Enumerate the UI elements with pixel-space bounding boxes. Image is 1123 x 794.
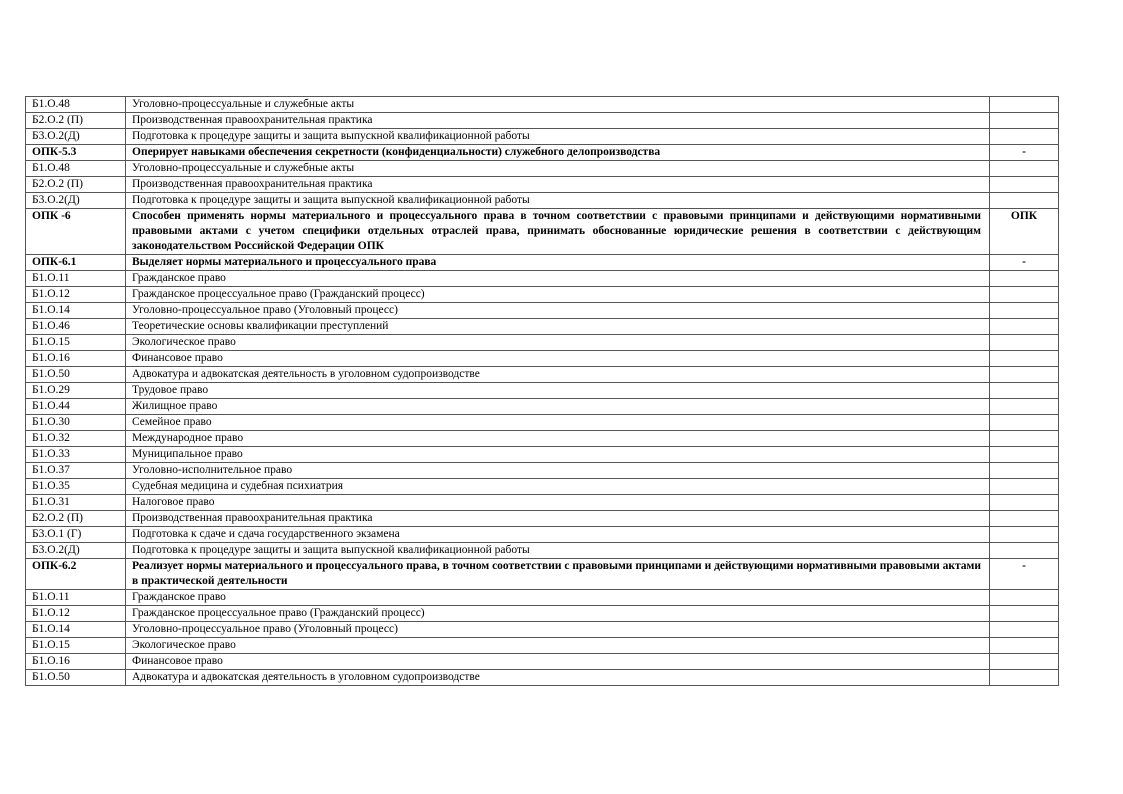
row-code: Б1.О.48	[26, 161, 126, 177]
row-code: Б3.О.2(Д)	[26, 129, 126, 145]
discipline-row	[26, 606, 1059, 622]
row-flag	[990, 97, 1059, 113]
discipline-row	[26, 670, 1059, 686]
row-name: Экологическое право	[126, 335, 990, 351]
row-code: Б1.О.11	[26, 590, 126, 606]
row-flag	[990, 590, 1059, 606]
row-flag	[990, 351, 1059, 367]
row-code: Б1.О.31	[26, 495, 126, 511]
discipline-row	[26, 399, 1059, 415]
row-name: Подготовка к процедуре защиты и защита выпускной квалификационной работы	[126, 193, 990, 209]
row-code: ОПК -6	[26, 209, 126, 255]
row-name: Реализует нормы материального и процессуального права, в точном соответствии с правовыми принципами и действующими нормативными правовыми актами в практической деятельности	[126, 559, 990, 590]
row-code: Б1.О.35	[26, 479, 126, 495]
row-flag	[990, 670, 1059, 686]
discipline-row	[26, 271, 1059, 287]
row-code: Б1.О.30	[26, 415, 126, 431]
row-code: Б2.О.2 (П)	[26, 511, 126, 527]
discipline-row	[26, 527, 1059, 543]
row-code: Б1.О.16	[26, 654, 126, 670]
discipline-row	[26, 511, 1059, 527]
row-name: Гражданское процессуальное право (Гражданский процесс)	[126, 287, 990, 303]
row-code: Б1.О.14	[26, 622, 126, 638]
row-name: Финансовое право	[126, 654, 990, 670]
row-flag	[990, 654, 1059, 670]
row-name: Производственная правоохранительная практика	[126, 113, 990, 129]
row-flag	[990, 638, 1059, 654]
row-flag	[990, 463, 1059, 479]
row-code: Б3.О.2(Д)	[26, 543, 126, 559]
discipline-row	[26, 654, 1059, 670]
discipline-row	[26, 287, 1059, 303]
discipline-row	[26, 367, 1059, 383]
row-flag	[990, 447, 1059, 463]
row-code: Б1.О.16	[26, 351, 126, 367]
discipline-row	[26, 97, 1059, 113]
row-code: Б1.О.11	[26, 271, 126, 287]
row-flag	[990, 527, 1059, 543]
row-flag	[990, 177, 1059, 193]
row-flag	[990, 319, 1059, 335]
row-name: Муниципальное право	[126, 447, 990, 463]
row-name: Уголовно-процессуальное право (Уголовный процесс)	[126, 622, 990, 638]
row-code: Б1.О.50	[26, 367, 126, 383]
row-name: Семейное право	[126, 415, 990, 431]
discipline-row	[26, 161, 1059, 177]
discipline-row	[26, 431, 1059, 447]
row-flag	[990, 495, 1059, 511]
row-name: Теоретические основы квалификации преступлений	[126, 319, 990, 335]
discipline-row	[26, 479, 1059, 495]
discipline-row	[26, 463, 1059, 479]
row-code: Б2.О.2 (П)	[26, 177, 126, 193]
row-code: Б1.О.44	[26, 399, 126, 415]
row-code: Б2.О.2 (П)	[26, 113, 126, 129]
row-name: Выделяет нормы материального и процессуального права	[126, 255, 990, 271]
row-code: Б1.О.37	[26, 463, 126, 479]
row-flag	[990, 367, 1059, 383]
row-code: ОПК-5.3	[26, 145, 126, 161]
row-code: Б3.О.1 (Г)	[26, 527, 126, 543]
discipline-row	[26, 129, 1059, 145]
row-code: ОПК-6.2	[26, 559, 126, 590]
discipline-row	[26, 193, 1059, 209]
discipline-row	[26, 113, 1059, 129]
row-flag	[990, 287, 1059, 303]
discipline-row	[26, 383, 1059, 399]
row-name: Способен применять нормы материального и процессуального права в точном соответствии с правовыми принципами и действующими нормативными правовыми актами с учетом специфики отдельных отраслей права, принимать обоснованные юридические решения в соответствии с действующим законодательством Российской Федерации ОПК	[126, 209, 990, 255]
row-flag	[990, 271, 1059, 287]
row-name: Уголовно-процессуальное право (Уголовный процесс)	[126, 303, 990, 319]
competency-row	[26, 255, 1059, 271]
competency-row	[26, 209, 1059, 255]
row-name: Международное право	[126, 431, 990, 447]
row-flag	[990, 335, 1059, 351]
row-flag: -	[990, 559, 1059, 590]
row-flag	[990, 129, 1059, 145]
row-code: Б1.О.14	[26, 303, 126, 319]
row-code: Б1.О.12	[26, 606, 126, 622]
row-name: Уголовно-процессуальные и служебные акты	[126, 161, 990, 177]
row-code: Б1.О.15	[26, 335, 126, 351]
row-code: Б3.О.2(Д)	[26, 193, 126, 209]
discipline-row	[26, 335, 1059, 351]
discipline-row	[26, 543, 1059, 559]
discipline-row	[26, 303, 1059, 319]
discipline-row	[26, 415, 1059, 431]
row-name: Уголовно-процессуальные и служебные акты	[126, 97, 990, 113]
discipline-row	[26, 319, 1059, 335]
row-flag: -	[990, 255, 1059, 271]
row-code: Б1.О.32	[26, 431, 126, 447]
row-name: Адвокатура и адвокатская деятельность в уголовном судопроизводстве	[126, 670, 990, 686]
row-name: Уголовно-исполнительное право	[126, 463, 990, 479]
table-body	[26, 97, 1059, 686]
discipline-row	[26, 622, 1059, 638]
discipline-row	[26, 495, 1059, 511]
row-code: Б1.О.46	[26, 319, 126, 335]
row-flag	[990, 161, 1059, 177]
row-name: Подготовка к процедуре защиты и защита выпускной квалификационной работы	[126, 543, 990, 559]
row-code: Б1.О.29	[26, 383, 126, 399]
row-name: Гражданское право	[126, 590, 990, 606]
row-flag: ОПК	[990, 209, 1059, 255]
row-flag: -	[990, 145, 1059, 161]
row-flag	[990, 606, 1059, 622]
row-name: Экологическое право	[126, 638, 990, 654]
discipline-row	[26, 351, 1059, 367]
row-name: Жилищное право	[126, 399, 990, 415]
row-name: Подготовка к процедуре защиты и защита выпускной квалификационной работы	[126, 129, 990, 145]
row-name: Оперирует навыками обеспечения секретности (конфиденциальности) служебного делопроизводства	[126, 145, 990, 161]
discipline-row	[26, 177, 1059, 193]
competency-table	[25, 96, 1059, 686]
row-name: Адвокатура и адвокатская деятельность в уголовном судопроизводстве	[126, 367, 990, 383]
competency-row	[26, 145, 1059, 161]
row-code: Б1.О.33	[26, 447, 126, 463]
row-flag	[990, 543, 1059, 559]
discipline-row	[26, 590, 1059, 606]
row-code: Б1.О.12	[26, 287, 126, 303]
row-name: Трудовое право	[126, 383, 990, 399]
row-code: Б1.О.48	[26, 97, 126, 113]
discipline-row	[26, 638, 1059, 654]
row-flag	[990, 303, 1059, 319]
discipline-row	[26, 447, 1059, 463]
row-name: Производственная правоохранительная практика	[126, 511, 990, 527]
row-name: Гражданское процессуальное право (Гражданский процесс)	[126, 606, 990, 622]
row-flag	[990, 415, 1059, 431]
row-flag	[990, 193, 1059, 209]
row-name: Производственная правоохранительная практика	[126, 177, 990, 193]
row-name: Гражданское право	[126, 271, 990, 287]
competency-row	[26, 559, 1059, 590]
row-name: Судебная медицина и судебная психиатрия	[126, 479, 990, 495]
row-flag	[990, 511, 1059, 527]
row-code: Б1.О.50	[26, 670, 126, 686]
row-name: Финансовое право	[126, 351, 990, 367]
row-flag	[990, 479, 1059, 495]
row-flag	[990, 113, 1059, 129]
row-flag	[990, 431, 1059, 447]
row-code: ОПК-6.1	[26, 255, 126, 271]
row-flag	[990, 383, 1059, 399]
row-flag	[990, 399, 1059, 415]
row-flag	[990, 622, 1059, 638]
row-code: Б1.О.15	[26, 638, 126, 654]
row-name: Налоговое право	[126, 495, 990, 511]
row-name: Подготовка к сдаче и сдача государственного экзамена	[126, 527, 990, 543]
